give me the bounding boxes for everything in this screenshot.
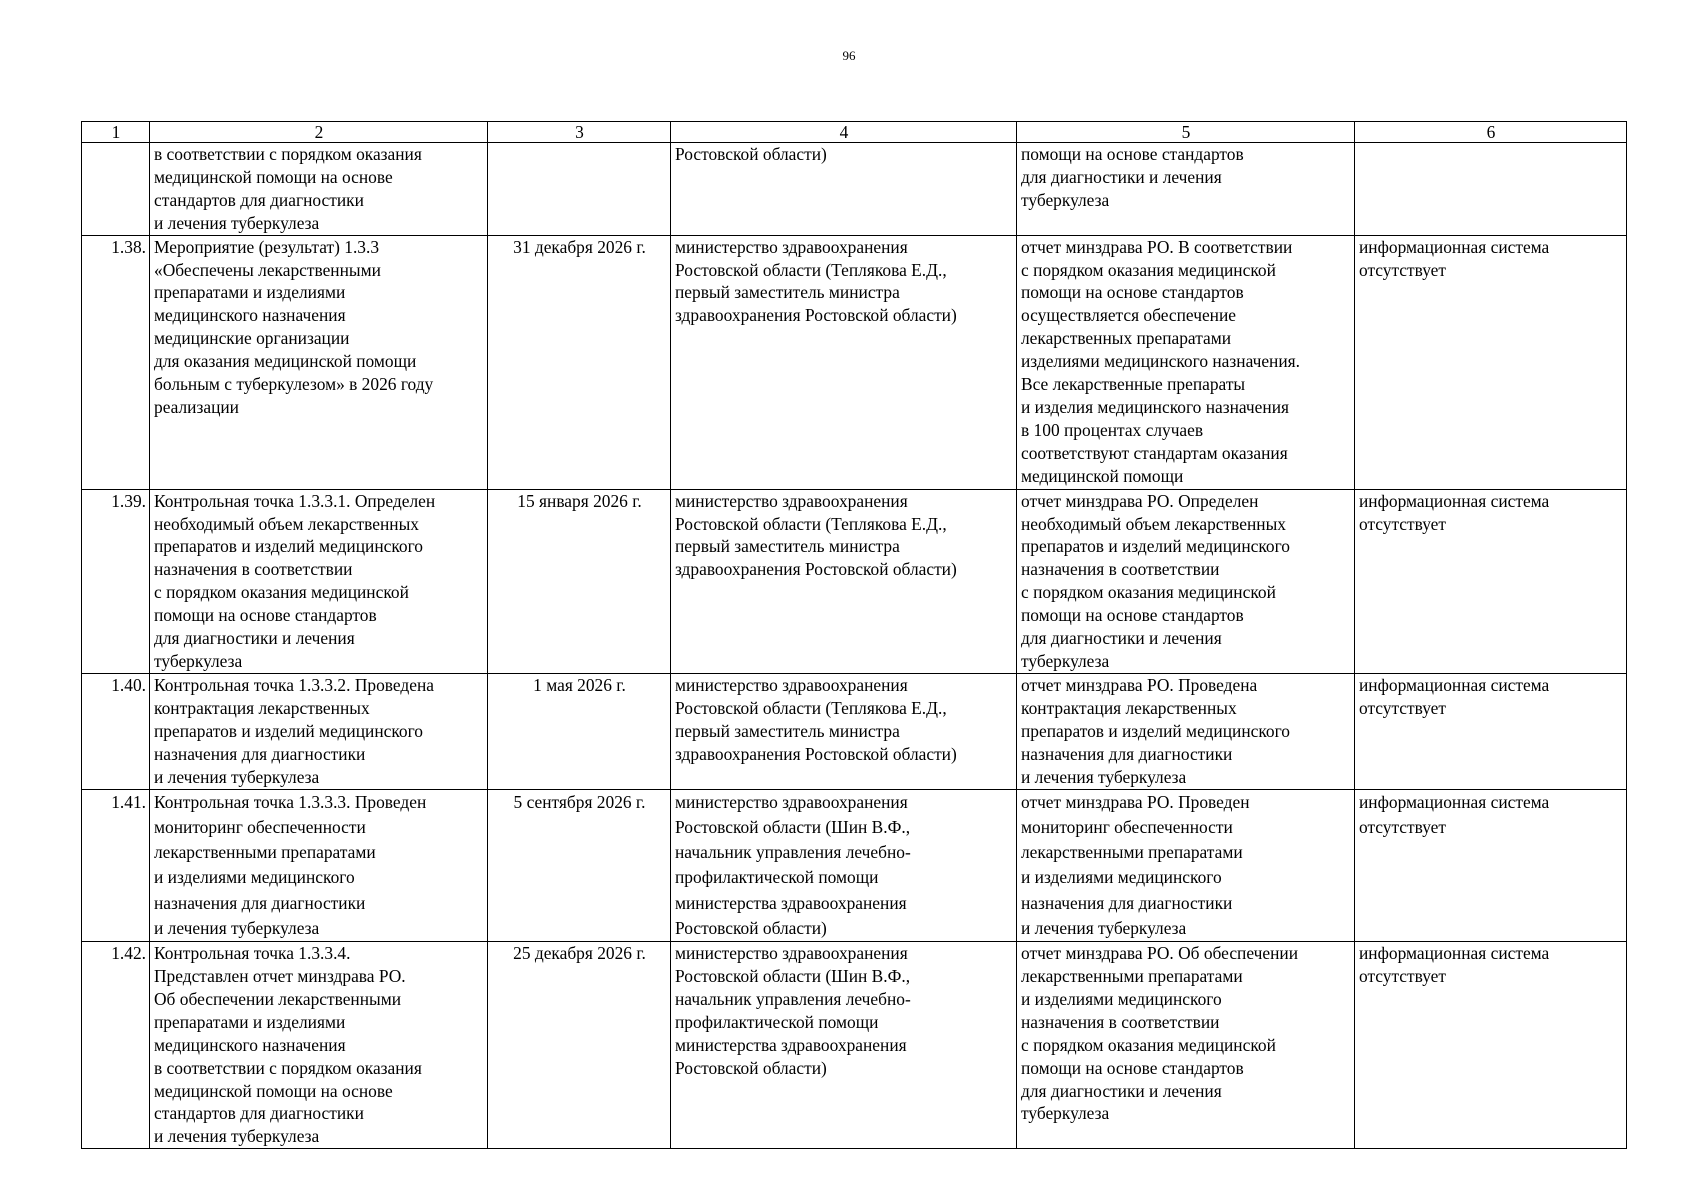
column-numbers-row <box>82 122 1627 143</box>
table-row <box>82 143 1627 236</box>
responsible-cell <box>671 789 1017 941</box>
column-header-1: 1 <box>82 122 150 143</box>
name-text: Контрольная точка 1.3.3.2. Проведена контрактация лекарственных препаратов и изделий медицинского назначения для диагностики и лечения туберкулеза <box>154 674 434 787</box>
name-text: в соответствии с порядком оказания медицинской помощи на основе стандартов для диагностики и лечения туберкулеза <box>154 144 422 233</box>
system-cell <box>1355 143 1627 236</box>
table-row <box>82 942 1627 1149</box>
name-cell <box>150 489 488 673</box>
date-cell: 15 января 2026 г. <box>488 489 671 673</box>
result-cell <box>1017 942 1355 1149</box>
table-row <box>82 789 1627 941</box>
table-row <box>82 489 1627 673</box>
measures-table <box>81 121 1627 1149</box>
system-cell <box>1355 489 1627 673</box>
result-text: отчет минздрава РО. Об обеспечении лекарственными препаратами и изделиями медицинского назначения в соответствии с порядком оказания медицинской помощи на основе стандартов для диагностики и лечения туберкулеза <box>1021 943 1299 1124</box>
row-number-cell: 1.38. <box>82 235 150 489</box>
system-cell <box>1355 789 1627 941</box>
row-number-cell: 1.40. <box>82 673 150 789</box>
result-cell <box>1017 673 1355 789</box>
system-text: информационная система отсутствует <box>1359 490 1550 534</box>
system-text: информационная система отсутствует <box>1359 791 1550 838</box>
page-number: 96 <box>842 48 856 63</box>
system-text: информационная система отсутствует <box>1359 236 1550 280</box>
name-text: Контрольная точка 1.3.3.4. Представлен отчет минздрава РО. Об обеспечении лекарственными препаратами и изделиями медицинского назначения в соответствии с порядком оказания медицинской помощи на основе стандартов для диагностики и лечения туберкулеза <box>154 943 422 1147</box>
responsible-text: министерство здравоохранения Ростовской области (Теплякова Е.Д., первый заместитель министра здравоохранения Ростовской области) <box>675 674 957 764</box>
row-number-cell <box>82 143 150 236</box>
result-text: отчет минздрава РО. Определен необходимый объем лекарственных препаратов и изделий медицинского назначения в соответствии с порядком оказания медицинской помощи на основе стандартов для диагностики и лечения туберкулеза <box>1021 490 1291 671</box>
responsible-text: министерство здравоохранения Ростовской области (Теплякова Е.Д., первый заместитель министра здравоохранения Ростовской области) <box>675 490 957 580</box>
date-cell: 25 декабря 2026 г. <box>488 942 671 1149</box>
responsible-text: министерство здравоохранения Ростовской области (Теплякова Е.Д., первый заместитель министра здравоохранения Ростовской области) <box>675 236 957 326</box>
row-number-cell: 1.41. <box>82 789 150 941</box>
result-text: помощи на основе стандартов для диагностики и лечения туберкулеза <box>1021 144 1244 210</box>
name-text: Мероприятие (результат) 1.3.3 «Обеспечены лекарственными препаратами и изделиями медицинского назначения медицинские организации для оказания медицинской помощи больным с туберкулезом» в 2026 году реализации <box>154 236 434 417</box>
column-header-3: 3 <box>488 122 671 143</box>
system-text: информационная система отсутствует <box>1359 674 1550 718</box>
result-text: отчет минздрава РО. Проведена контрактация лекарственных препаратов и изделий медицинского назначения для диагностики и лечения туберкулеза <box>1021 674 1291 787</box>
system-cell <box>1355 235 1627 489</box>
row-number-cell: 1.42. <box>82 942 150 1149</box>
responsible-cell <box>671 489 1017 673</box>
system-cell <box>1355 942 1627 1149</box>
column-header-5: 5 <box>1017 122 1355 143</box>
responsible-text: Ростовской области) <box>675 144 827 164</box>
responsible-text: министерство здравоохранения Ростовской области (Шин В.Ф., начальник управления лечебно- профилактической помощи министерства здравоохранения Ростовской области) <box>675 791 911 938</box>
name-cell <box>150 789 488 941</box>
date-cell: 31 декабря 2026 г. <box>488 235 671 489</box>
result-cell <box>1017 143 1355 236</box>
responsible-cell <box>671 143 1017 236</box>
name-cell <box>150 673 488 789</box>
result-cell <box>1017 789 1355 941</box>
table-row <box>82 235 1627 489</box>
column-header-6: 6 <box>1355 122 1627 143</box>
name-cell <box>150 143 488 236</box>
result-cell <box>1017 235 1355 489</box>
responsible-text: министерство здравоохранения Ростовской области (Шин В.Ф., начальник управления лечебно- профилактической помощи министерства здравоохранения Ростовской области) <box>675 943 911 1078</box>
responsible-cell <box>671 235 1017 489</box>
name-text: Контрольная точка 1.3.3.3. Проведен мониторинг обеспеченности лекарственными препаратами и изделиями медицинского назначения для диагностики и лечения туберкулеза <box>154 791 427 938</box>
responsible-cell <box>671 942 1017 1149</box>
name-cell <box>150 235 488 489</box>
name-cell <box>150 942 488 1149</box>
date-cell: 1 мая 2026 г. <box>488 673 671 789</box>
date-cell <box>488 143 671 236</box>
responsible-cell <box>671 673 1017 789</box>
result-cell <box>1017 489 1355 673</box>
table-row <box>82 673 1627 789</box>
row-number-cell: 1.39. <box>82 489 150 673</box>
result-text: отчет минздрава РО. В соответствии с порядком оказания медицинской помощи на основе стандартов осуществляется обеспечение лекарственных препаратами изделиями медицинского назначения. Все лекарственные препараты и изделия медицинского назначения в 100 процентах случаев соответствуют стандартам оказания медицинской помощи <box>1021 236 1301 486</box>
column-header-2: 2 <box>150 122 488 143</box>
name-text: Контрольная точка 1.3.3.1. Определен необходимый объем лекарственных препаратов и изделий медицинского назначения в соответствии с порядком оказания медицинской помощи на основе стандартов для диагностики и лечения туберкулеза <box>154 490 436 671</box>
system-text: информационная система отсутствует <box>1359 943 1550 986</box>
result-text: отчет минздрава РО. Проведен мониторинг обеспеченности лекарственными препаратами и изделиями медицинского назначения для диагностики и лечения туберкулеза <box>1021 791 1250 938</box>
column-header-4: 4 <box>671 122 1017 143</box>
date-cell: 5 сентября 2026 г. <box>488 789 671 941</box>
system-cell <box>1355 673 1627 789</box>
